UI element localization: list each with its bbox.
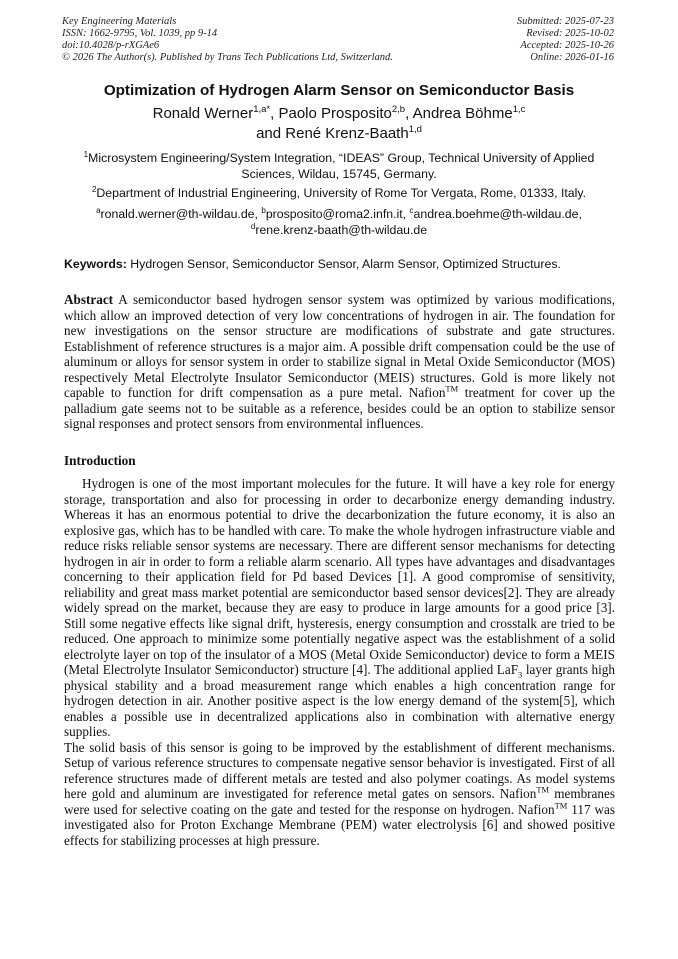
revised-date: Revised: 2025-10-02 [526, 28, 614, 39]
keywords-section [64, 256, 616, 272]
email-link[interactable]: rene.krenz-baath@th-wildau.de [255, 223, 428, 237]
intro-p2-text-b: membranes were used for selective coating on the gate and tested for the response on hydrogen. Nafion [64, 786, 615, 817]
intro-p1-text-b: layer grants high physical stability and a broad measurement range which enables a high concentration range for hydrogen detection in air. Another positive aspect is the low energy demand of the system[5], which enables a possible use in decentralized applications also in combination with alternative energy supplies. [64, 662, 615, 739]
accepted-date: Accepted: 2025-10-26 [520, 40, 614, 51]
author-list [40, 104, 638, 144]
email-sup: b [261, 205, 266, 215]
intro-p1-text-a: Hydrogen is one of the most important molecules for the future. It will have a key role for energy storage, transportation and also for processing in order to decarbonize energy demanding industry. Whereas it has an enormous potential to drive the decarbonization the future economy, it is also an explosive gas, which has to be handled with care. To make the whole hydrogen infrastructure viable and reduce risks reliable sensor systems are necessary. There are different sensor mechanisms for detecting hydrogen in air in order to form a reliable alarm scenario. All types have advantages and disadvantages concerning to their application field for Pd based Devices [1]. A good compromise of sensitivity, reliability and great mass market potential are semiconductor based sensor devices[2]. They are already widely spread on the market, because they are easy to produce in large amounts for a good price [3]. Still some negative effects like signal drift, hysteresis, energy consumption and crosstalk are tried to be reduced. One approach to minimize some potentially negative aspect was the establishment of a solid electrolyte layer on top of the insulator of a MOS (Metal Oxide Semiconductor) device to form a MEIS (Metal Electrolyte Insulator Semiconductor) structure [4]. The additional applied LaF [64, 476, 615, 677]
author-name: Paolo Prosposito [278, 105, 392, 122]
email-sup: a [96, 205, 101, 215]
affiliation-sup: 1 [83, 149, 89, 159]
trademark-sup: TM [445, 383, 459, 394]
trademark-sup: TM [554, 800, 568, 811]
issn-line: ISSN: 1662-9795, Vol. 1039, pp 9-14 [62, 28, 218, 39]
affiliation-1 [60, 150, 618, 182]
author-sep: , [270, 105, 279, 122]
keywords-text: Hydrogen Sensor, Semiconductor Sensor, Alarm Sensor, Optimized Structures. [130, 257, 561, 271]
intro-paragraph-1 [64, 476, 615, 740]
author-name: Ronald Werner [152, 105, 254, 122]
author-name: Andrea Böhme [412, 105, 513, 122]
submitted-date: Submitted: 2025-07-23 [516, 16, 614, 27]
dates-header [414, 16, 614, 64]
paper-title: Optimization of Hydrogen Alarm Sensor on Semiconductor Basis [103, 82, 575, 99]
abstract-text-1: A semiconductor based hydrogen sensor system was optimized by various modifications, which allow an improved detection of very low concentrations of hydrogen in air. The foundation for new investigations on the sensor structure are modifications of substrate and gate structures. Establishment of reference structures is a major aim. A possible drift compensation could be the use of aluminum or alloys for sensor system in order to stabilize signal in Metal Oxide Semiconductor (MOS) respectively Metal Electrolyte Insulator Semiconductor (MEIS) structures. Gold is more likely not capable to function for drift compensation as a pure metal. Nafion [64, 292, 615, 400]
abstract-section [64, 292, 615, 432]
email-link[interactable]: prosposito@roma2.infn.it, [265, 207, 410, 221]
journal-header [62, 16, 442, 64]
affiliation-sup: 2 [91, 184, 97, 194]
journal-name: Key Engineering Materials [62, 16, 177, 27]
intro-paragraph-2 [64, 740, 615, 849]
email-link[interactable]: ronald.werner@th-wildau.de, [100, 207, 262, 221]
author-sep: , [405, 105, 413, 122]
author-sup: 2,b [391, 104, 406, 115]
affiliation-text: Microsystem Engineering/System Integration, “IDEAS” Group, Technical University of Applied Sciences, Wildau, 15745, Germany. [88, 151, 595, 181]
copyright-line: © 2026 The Author(s). Published by Trans Tech Publications Ltd, Switzerland. [62, 52, 393, 63]
abstract-paragraph [64, 292, 615, 432]
subscript-3: 3 [518, 669, 523, 680]
email-link[interactable]: andrea.boehme@th-wildau.de, [413, 207, 582, 221]
author-name: and René Krenz-Baath [256, 125, 409, 142]
intro-p2-text-c: 117 was investigated also for Proton Exchange Membrane (PEM) water electrolysis [6] and showed positive effects for stabilizing processes at high pressure. [64, 801, 615, 848]
author-sup: 1,a* [253, 104, 271, 115]
introduction-heading: Introduction [64, 453, 136, 468]
keywords-label: Keywords: [64, 257, 127, 271]
author-sup: 1,c [512, 104, 526, 115]
author-sup: 1,d [408, 124, 422, 135]
abstract-label: Abstract [64, 292, 114, 307]
abstract-text-2: treatment for cover up the palladium gate seems not to be suitable as a reference, besides could be an option to stabilize sensor signal responses and protect sensors from environmental influences. [64, 385, 615, 431]
author-emails [60, 206, 618, 238]
email-sup: c [409, 205, 414, 215]
affiliation-2 [60, 185, 618, 201]
online-date: Online: 2026-01-16 [530, 52, 614, 63]
introduction-section [64, 476, 615, 848]
affiliation-text: Department of Industrial Engineering, University of Rome Tor Vergata, Rome, 01333, Italy. [96, 186, 587, 200]
email-sup: d [250, 221, 256, 231]
doi-line[interactable]: doi:10.4028/p-rXGAe6 [62, 40, 160, 51]
trademark-sup: TM [536, 784, 550, 795]
intro-p2-text-a: The solid basis of this sensor is going to be improved by the establishment of different mechanisms. Setup of various reference structures to compensate negative sensor behavior is investigated. First of all reference structures made of different metals are tested and also polymer coatings. As model systems here gold and aluminum are investigated for reference metal gates on sensors. Nafion [64, 739, 615, 801]
